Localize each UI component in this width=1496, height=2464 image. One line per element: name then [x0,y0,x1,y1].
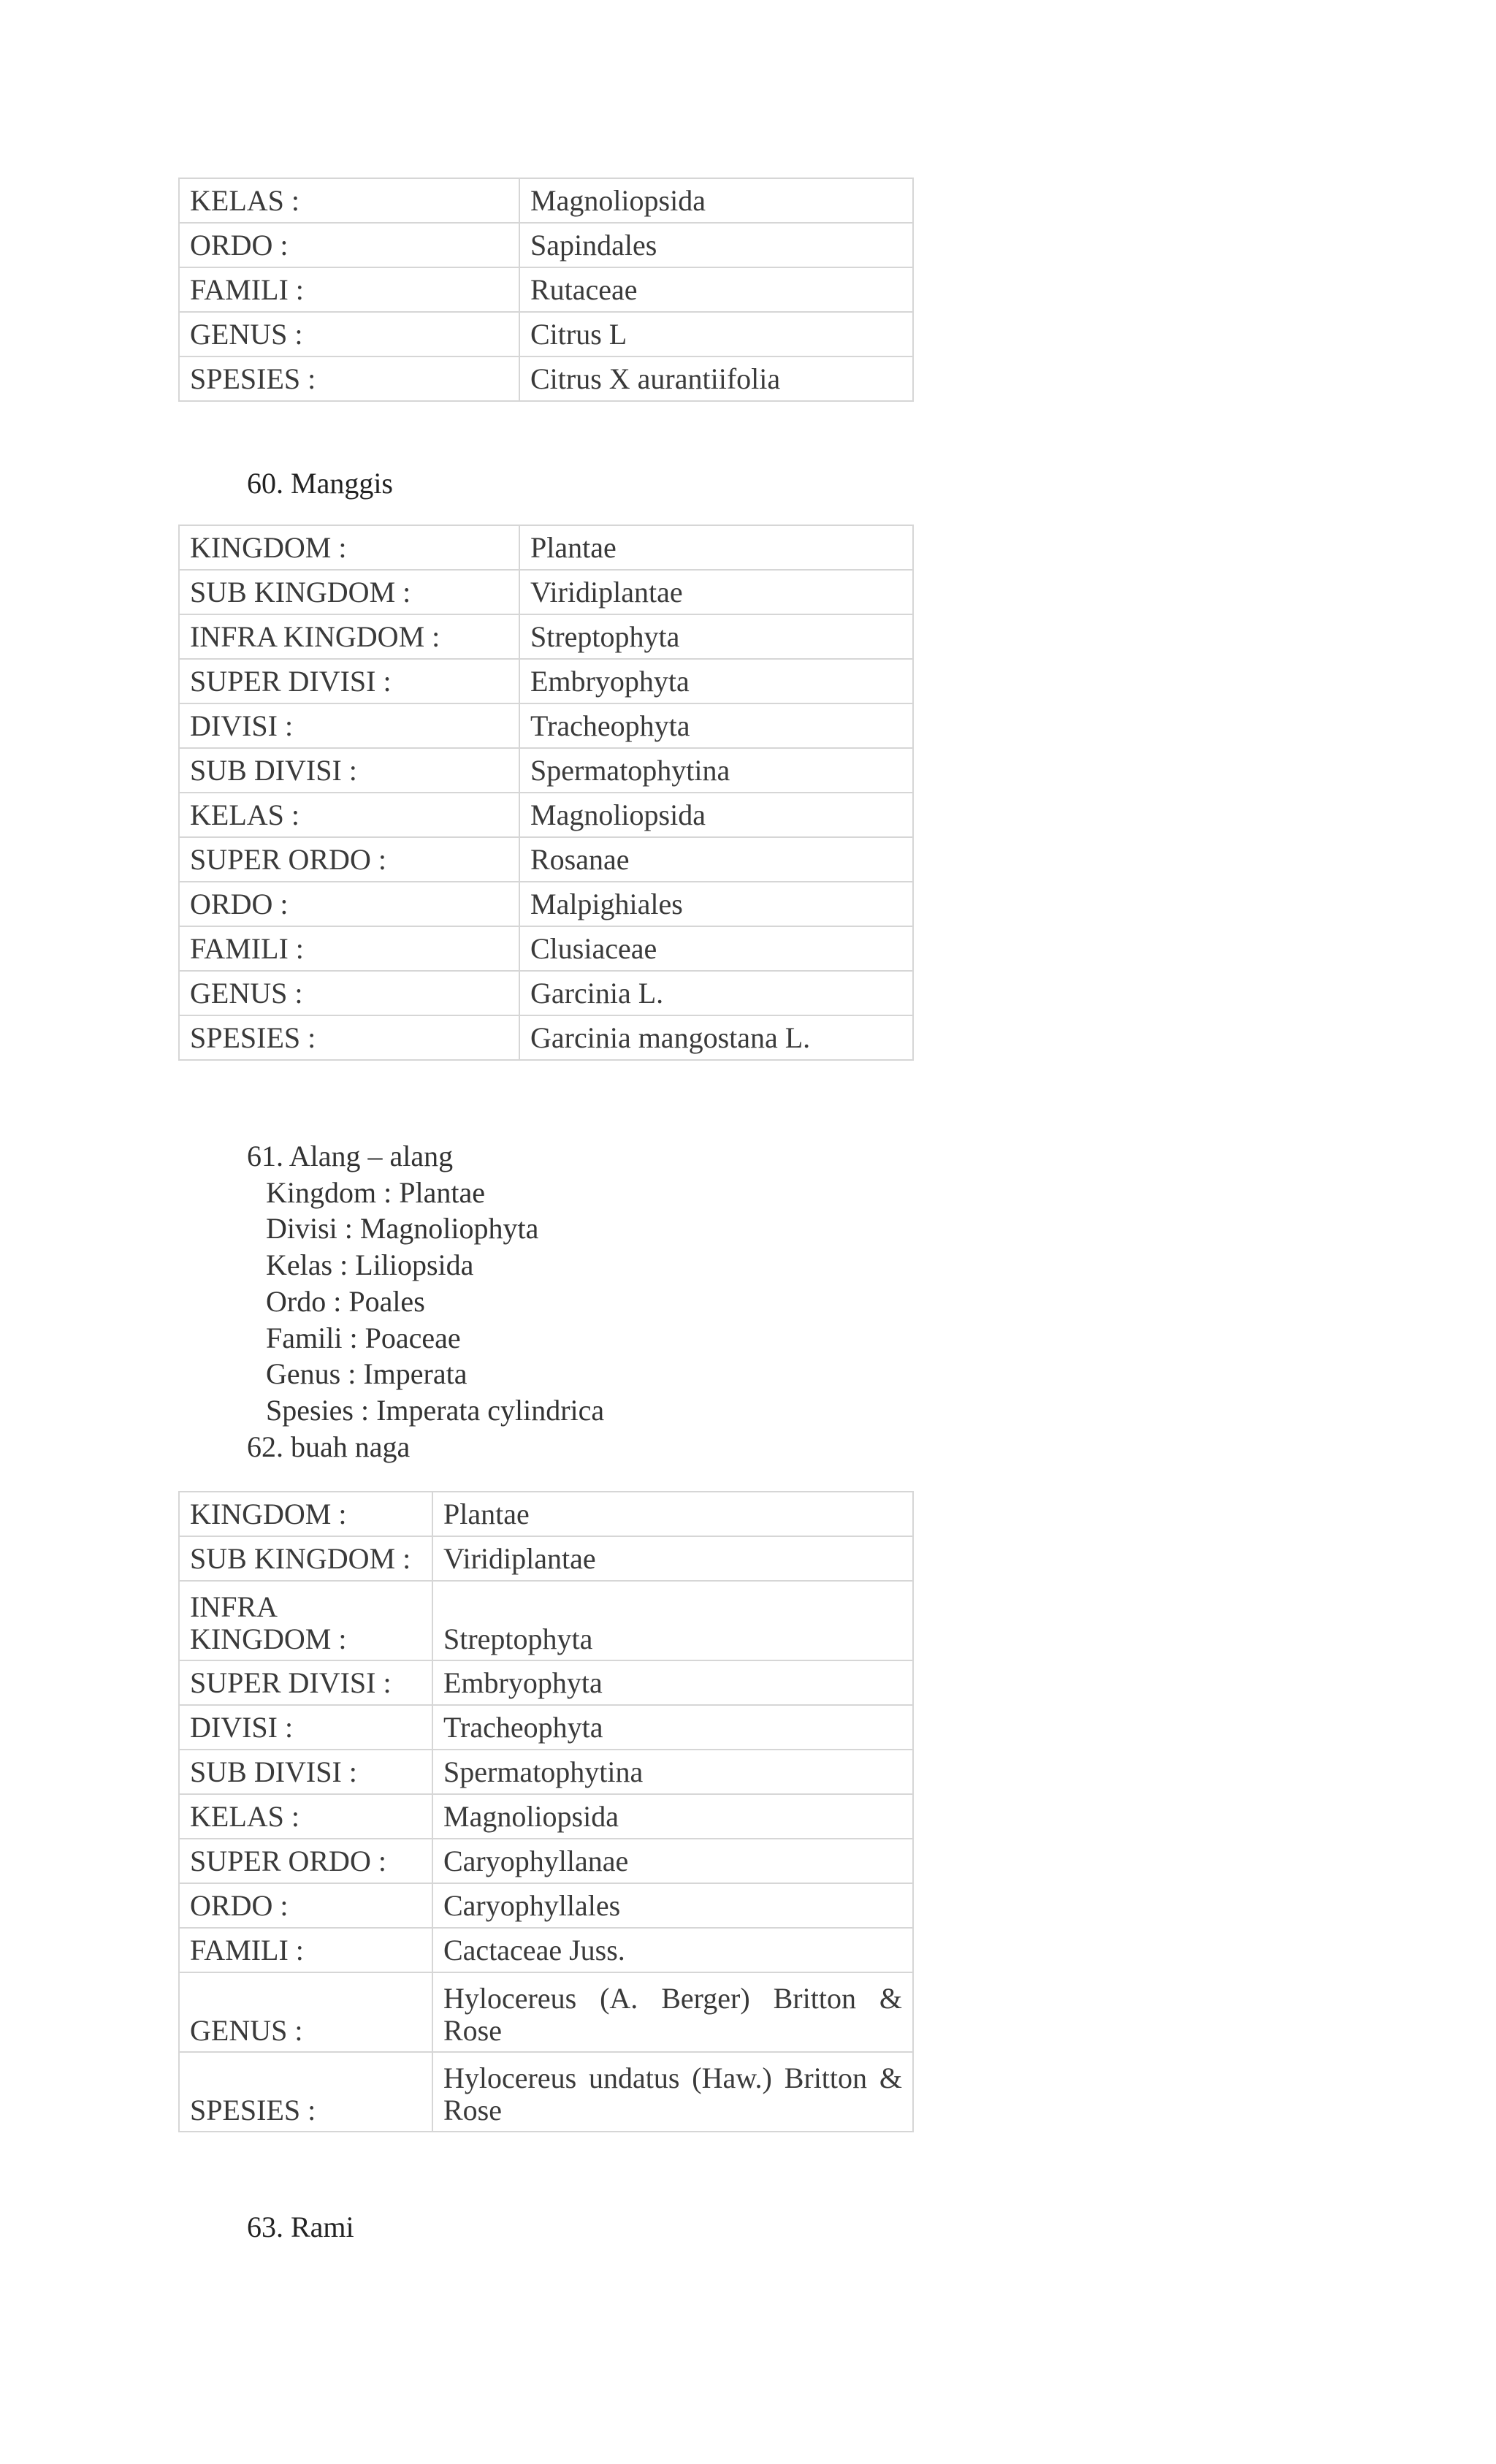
rank-value: Malpighiales [519,882,913,926]
table-row [179,2052,913,2132]
rank-label: KELAS : [179,178,519,223]
section-heading-rami: 63. Rami [247,2211,354,2243]
rank-label: SUB DIVISI : [179,748,519,793]
rank-value: Caryophyllanae [432,1839,913,1883]
rank-label: SUPER ORDO : [179,1839,432,1883]
rank-label: SUB DIVISI : [179,1750,432,1794]
section-heading-manggis: 60. Manggis [247,467,393,500]
rank-value: Magnoliopsida [519,793,913,837]
rank-value: Garcinia L. [519,971,913,1015]
taxonomy-line: Famili : Poaceae [266,1321,461,1354]
table-row [179,926,913,971]
rank-value: Viridiplantae [432,1536,913,1581]
table-row [179,1705,913,1750]
rank-value: Embryophyta [432,1660,913,1705]
table-row [179,971,913,1015]
rank-label: SUPER ORDO : [179,837,519,882]
rank-label: KINGDOM : [179,525,519,570]
rank-label: KINGDOM : [179,1492,432,1536]
table-row [179,1581,913,1660]
rank-label: ORDO : [179,1883,432,1928]
table-row [179,223,913,267]
rank-label: SPESIES : [179,2052,432,2132]
table-row [179,1883,913,1928]
rank-value: Plantae [432,1492,913,1536]
rank-label: FAMILI : [179,267,519,312]
rank-value: Spermatophytina [432,1750,913,1794]
rank-value: Streptophyta [432,1581,913,1660]
rank-value: Hylocereus undatus (Haw.) Britton & Rose [432,2052,913,2132]
rank-label: KELAS : [179,793,519,837]
taxonomy-line: Spesies : Imperata cylindrica [266,1393,605,1427]
section-alang-alang [247,1138,604,1465]
table-row [179,703,913,748]
rank-label: GENUS : [179,971,519,1015]
table-row [179,1928,913,1972]
rank-label: SPESIES : [179,356,519,401]
rank-label: SUPER DIVISI : [179,659,519,703]
rank-value: Embryophyta [519,659,913,703]
section-heading-alang-alang: 61. Alang – alang [247,1140,454,1172]
rank-value: Plantae [519,525,913,570]
rank-label: INFRA KINGDOM : [179,614,519,659]
table-row [179,1794,913,1839]
taxonomy-table-manggis [178,525,914,1061]
table-row [179,525,913,570]
taxonomy-line: Kingdom : Plantae [266,1175,485,1209]
rank-label: INFRA KINGDOM : [179,1581,432,1660]
rank-label: SUB KINGDOM : [179,570,519,614]
table-row [179,570,913,614]
table-row [179,837,913,882]
rank-label: FAMILI : [179,926,519,971]
rank-label: FAMILI : [179,1928,432,1972]
rank-label: ORDO : [179,223,519,267]
rank-value: Cactaceae Juss. [432,1928,913,1972]
table-row [179,1660,913,1705]
rank-value: Citrus X aurantiifolia [519,356,913,401]
rank-label: KELAS : [179,1794,432,1839]
rank-value: Rosanae [519,837,913,882]
rank-label: SPESIES : [179,1015,519,1060]
table-row [179,1536,913,1581]
rank-value: Caryophyllales [432,1883,913,1928]
rank-value: Sapindales [519,223,913,267]
rank-value: Hylocereus (A. Berger) Britton & Rose [432,1972,913,2052]
rank-label: DIVISI : [179,1705,432,1750]
table-row [179,178,913,223]
rank-label: GENUS : [179,1972,432,2052]
taxonomy-line: Kelas : Liliopsida [266,1248,474,1282]
rank-value: Magnoliopsida [432,1794,913,1839]
section-heading-buah-naga: 62. buah naga [247,1430,411,1463]
rank-label: SUB KINGDOM : [179,1536,432,1581]
table-row [179,312,913,356]
table-row [179,1972,913,2052]
rank-value: Tracheophyta [519,703,913,748]
rank-label: ORDO : [179,882,519,926]
rank-value: Spermatophytina [519,748,913,793]
taxonomy-table-buah-naga [178,1491,914,2132]
rank-value: Garcinia mangostana L. [519,1015,913,1060]
rank-value: Magnoliopsida [519,178,913,223]
rank-label: GENUS : [179,312,519,356]
table-row [179,1750,913,1794]
rank-value: Clusiaceae [519,926,913,971]
table-row [179,882,913,926]
rank-value: Tracheophyta [432,1705,913,1750]
rank-value: Citrus L [519,312,913,356]
table-row [179,748,913,793]
rank-label: SUPER DIVISI : [179,1660,432,1705]
table-row [179,1839,913,1883]
taxonomy-table-citrus [178,178,914,402]
table-row [179,1015,913,1060]
table-row [179,793,913,837]
table-row [179,267,913,312]
table-row [179,1492,913,1536]
rank-value: Rutaceae [519,267,913,312]
rank-value: Streptophyta [519,614,913,659]
taxonomy-line: Divisi : Magnoliophyta [266,1212,539,1246]
taxonomy-line: Ordo : Poales [266,1284,425,1318]
rank-label: DIVISI : [179,703,519,748]
table-row [179,356,913,401]
table-row [179,614,913,659]
rank-value: Viridiplantae [519,570,913,614]
table-row [179,659,913,703]
taxonomy-line: Genus : Imperata [266,1357,468,1391]
